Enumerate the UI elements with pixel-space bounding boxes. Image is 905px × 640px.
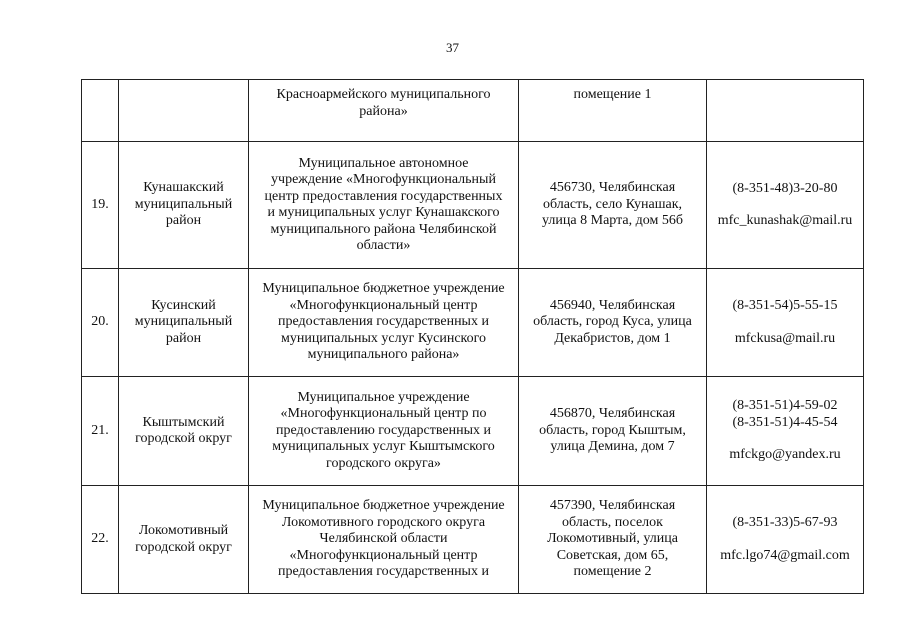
institution-cell	[249, 142, 519, 269]
district-line: Кусинский	[151, 297, 216, 313]
district-cell	[119, 142, 249, 269]
institution-line: муниципальных услуг Кыштымского	[272, 439, 495, 455]
institution-line: Красноармейского муниципального	[276, 87, 491, 102]
district-line: Локомотивный	[138, 523, 229, 538]
address-line: область, поселок	[562, 514, 663, 530]
table-row	[82, 142, 864, 269]
phone-number: (8-351-54)5-55-15	[732, 298, 838, 313]
email-address: mfc.lgo74@gmail.com	[720, 547, 850, 563]
phone-number: (8-351-51)4-59-02	[732, 398, 838, 414]
table-row	[82, 486, 864, 594]
institution-line: Муниципальное автономное	[298, 155, 469, 171]
institution-line: «Многофункциональный центр	[289, 297, 478, 313]
district-line: муниципальный	[134, 196, 233, 212]
email-address: mfckusa@mail.ru	[734, 330, 836, 346]
address-cell	[519, 486, 707, 594]
institution-cell	[249, 80, 519, 142]
page-number: 37	[446, 40, 459, 55]
district-line: городской округ	[135, 539, 232, 555]
address-line: 456940, Челябинская	[549, 297, 676, 313]
institution-line: городского округа»	[326, 455, 441, 471]
district-line: Кунашакский	[143, 180, 224, 196]
address-line: Декабристов, дом 1	[554, 330, 671, 346]
phone-number: (8-351-33)5-67-93	[732, 515, 838, 530]
district-line: городской округ	[135, 431, 232, 446]
district-cell	[119, 80, 249, 142]
row-number-cell: 21.	[82, 377, 119, 486]
institution-line: предоставлению государственных и	[276, 422, 491, 438]
address-line: область, село Кунашак,	[542, 196, 683, 212]
table-row-continuation	[82, 80, 864, 142]
institution-line: Муниципальное бюджетное учреждение	[262, 498, 505, 514]
contacts-cell	[707, 377, 864, 486]
address-cell	[519, 377, 707, 486]
address-cell	[519, 80, 707, 142]
institution-line: муниципального района»	[307, 347, 460, 363]
institution-line: Муниципальное учреждение	[297, 389, 470, 405]
district-line: муниципальный	[134, 314, 233, 330]
district-cell	[119, 377, 249, 486]
contacts-cell	[707, 80, 864, 142]
district-line: район	[165, 213, 202, 229]
email-address: mfckgo@yandex.ru	[729, 447, 841, 463]
institution-line: Муниципальное бюджетное учреждение	[262, 281, 505, 297]
row-number-cell: 19.	[82, 142, 119, 269]
institution-line: и муниципальных услуг Кунашакского	[267, 205, 500, 220]
institution-line: учреждение «Многофункциональный	[271, 172, 496, 187]
district-line: район	[165, 330, 202, 346]
row-number-cell: 20.	[82, 269, 119, 377]
address-line: 456870, Челябинская	[549, 406, 676, 422]
phone-number: (8-351-48)3-20-80	[732, 180, 838, 196]
address-line: Локомотивный, улица	[547, 531, 678, 547]
district-cell	[119, 269, 249, 377]
institution-line: предоставления государственных и	[278, 564, 489, 580]
address-line: улица 8 Марта, дом 56б	[542, 213, 683, 229]
contacts-cell	[707, 486, 864, 594]
address-cell	[519, 269, 707, 377]
email-address: mfc_kunashak@mail.ru	[717, 213, 853, 228]
contacts-cell	[707, 142, 864, 269]
institution-line: предоставления государственных и	[278, 314, 489, 330]
institution-line: Челябинской области	[319, 531, 448, 547]
institution-cell	[249, 377, 519, 486]
address-line: помещение 2	[573, 564, 652, 580]
address-line: 456730, Челябинская	[549, 180, 676, 196]
address-line: помещение 1	[573, 87, 652, 102]
institution-cell	[249, 269, 519, 377]
institution-line: области»	[356, 238, 411, 253]
district-cell	[119, 486, 249, 594]
institution-line: муниципальных услуг Кусинского	[280, 330, 487, 346]
institution-line: центр предоставления государственных	[264, 188, 503, 204]
institution-line: «Многофункциональный центр	[289, 547, 478, 563]
address-line: 457390, Челябинская	[549, 498, 676, 514]
address-cell	[519, 142, 707, 269]
row-number-cell	[82, 80, 119, 142]
row-number-cell: 22.	[82, 486, 119, 594]
address-line: Советская, дом 65,	[556, 547, 669, 563]
mfc-table	[81, 79, 864, 594]
institution-cell	[249, 486, 519, 594]
institution-line: муниципального района Челябинской	[270, 221, 497, 237]
address-line: область, город Кыштым,	[539, 422, 686, 438]
district-line: Кыштымский	[142, 414, 225, 430]
phone-number: (8-351-51)4-45-54	[732, 414, 838, 430]
institution-line: «Многофункциональный центр по	[280, 406, 487, 422]
address-line: область, город Куса, улица	[533, 314, 692, 330]
institution-line: района»	[359, 103, 408, 119]
contacts-cell	[707, 269, 864, 377]
table-row	[82, 269, 864, 377]
table-row	[82, 377, 864, 486]
institution-line: Локомотивного городского округа	[281, 514, 486, 530]
address-line: улица Демина, дом 7	[550, 439, 675, 455]
